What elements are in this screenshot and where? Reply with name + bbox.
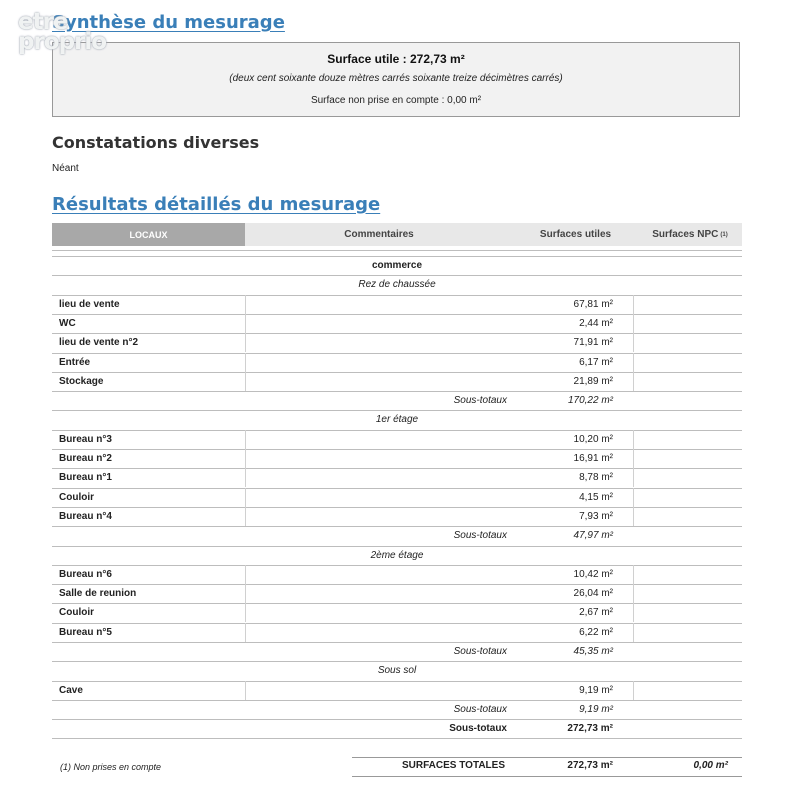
surface-utile-value: 8,78 m²: [579, 472, 613, 483]
column-separator: [245, 507, 246, 526]
column-separator: [245, 353, 246, 372]
table-row: [52, 468, 742, 487]
category-total-row: [52, 719, 742, 738]
table-row: [52, 623, 742, 642]
row-comment: Sous-totaux: [453, 646, 507, 657]
heading-constatations: Constatations diverses: [52, 133, 260, 152]
table-row: [52, 565, 742, 584]
surface-utile-value: 10,42 m²: [573, 569, 613, 580]
floor-header: Sous sol: [377, 665, 417, 676]
column-separator: [633, 295, 634, 314]
table-row: [52, 603, 742, 622]
room-name: Couloir: [59, 607, 94, 618]
room-name: Salle de reunion: [59, 588, 137, 599]
column-separator: [245, 372, 246, 391]
surface-utile-value: 71,91 m²: [573, 337, 613, 348]
room-name: Bureau n°4: [59, 511, 112, 522]
column-separator: [633, 353, 634, 372]
room-name: Entrée: [59, 357, 91, 368]
table-row: [52, 681, 742, 700]
subtotal-row: [52, 391, 742, 410]
room-name: Cave: [59, 685, 83, 696]
room-name: Bureau n°6: [59, 569, 112, 580]
subtotal-row: [52, 700, 742, 719]
column-separator: [633, 603, 634, 622]
column-separator: [633, 449, 634, 468]
column-separator: [245, 333, 246, 352]
table-row: [52, 430, 742, 449]
surface-utile-value: 2,44 m²: [579, 318, 613, 329]
room-name: Bureau n°1: [59, 472, 112, 483]
category-commerce: commerce: [371, 260, 423, 271]
surface-utile-value: 10,20 m²: [573, 434, 613, 445]
watermark-line-2: proprio: [18, 29, 107, 55]
constatations-text: Néant: [52, 163, 79, 174]
column-header-locaux: [52, 223, 245, 246]
surface-utile-value: 170,22 m²: [567, 395, 613, 406]
column-separator: [245, 603, 246, 622]
column-header-surfaces-npc-label: Surfaces NPC: [652, 229, 719, 240]
column-separator: [633, 488, 634, 507]
room-name: Bureau n°5: [59, 627, 112, 638]
watermark-line-1: etre: [18, 9, 68, 35]
surface-utile-value: 6,22 m²: [579, 627, 613, 638]
column-header-surfaces-utiles-label: Surfaces utiles: [539, 229, 612, 240]
row-comment: Sous-totaux: [453, 530, 507, 541]
table-row: [52, 353, 742, 372]
subtotal-row: [52, 526, 742, 545]
table-row: [52, 449, 742, 468]
surface-utile-value: 67,81 m²: [573, 299, 613, 310]
surface-utile-value: 7,93 m²: [579, 511, 613, 522]
table-row: [52, 507, 742, 526]
column-separator: [633, 468, 634, 487]
room-name: WC: [59, 318, 76, 329]
column-separator: [633, 584, 634, 603]
surface-utile-value: 2,67 m²: [579, 607, 613, 618]
table-row: [52, 372, 742, 391]
row-comment: Sous-totaux: [453, 395, 507, 406]
heading-resultats: Résultats détaillés du mesurage: [52, 194, 381, 215]
room-name: Couloir: [59, 492, 94, 503]
column-header-commentaires-label: Commentaires: [344, 229, 414, 240]
column-separator: [633, 507, 634, 526]
table-row: [52, 295, 742, 314]
column-separator: [245, 488, 246, 507]
column-separator: [245, 295, 246, 314]
grand-total-bottom-rule: [352, 776, 742, 777]
column-header-surfaces-npc: [638, 223, 742, 246]
column-separator: [245, 468, 246, 487]
room-name: lieu de vente: [59, 299, 120, 310]
npc-footnote-marker: (1): [720, 231, 728, 238]
column-separator: [245, 430, 246, 449]
surface-utile-text: Surface utile : 272,73 m²: [327, 52, 465, 66]
grand-total-top-rule: [352, 757, 742, 758]
column-separator: [633, 681, 634, 700]
grand-total-npc: 0,00 m²: [693, 760, 728, 771]
surface-non-prise-text: Surface non prise en compte : 0,00 m²: [310, 95, 482, 106]
footnote: (1) Non prises en compte: [60, 762, 162, 772]
surface-utile-value: 16,91 m²: [573, 453, 613, 464]
column-separator: [245, 565, 246, 584]
room-name: lieu de vente n°2: [59, 337, 139, 348]
room-name: Bureau n°3: [59, 434, 112, 445]
surface-utile-value: 45,35 m²: [573, 646, 613, 657]
room-name: Bureau n°2: [59, 453, 112, 464]
surface-utile-value: 9,19 m²: [579, 704, 613, 715]
column-separator: [245, 449, 246, 468]
column-separator: [245, 681, 246, 700]
column-separator: [633, 314, 634, 333]
room-name: Stockage: [59, 376, 104, 387]
column-separator: [633, 372, 634, 391]
surface-utile-value: 272,73 m²: [567, 723, 613, 734]
surface-utile-value: 21,89 m²: [573, 376, 613, 387]
subtotal-row: [52, 642, 742, 661]
surface-utile-value: 6,17 m²: [579, 357, 613, 368]
table-rule: [52, 250, 742, 251]
row-comment: Sous-totaux: [449, 723, 507, 734]
surface-utile-value: 9,19 m²: [579, 685, 613, 696]
floor-header: 2ème étage: [370, 550, 424, 561]
grand-total-row: [52, 757, 742, 777]
surface-in-words: (deux cent soixante douze mètres carrés soixante treize décimètres carrés): [229, 73, 563, 84]
surface-utile-value: 4,15 m²: [579, 492, 613, 503]
column-separator: [245, 314, 246, 333]
column-separator: [633, 430, 634, 449]
grand-total-label: SURFACES TOTALES: [402, 760, 505, 771]
table-header: [52, 223, 742, 246]
column-header-commentaires: [245, 223, 513, 246]
floor-header: Rez de chaussée: [358, 279, 436, 290]
watermark-logo: [18, 9, 107, 55]
column-header-locaux-label: LOCAUX: [129, 229, 168, 240]
table-row: [52, 488, 742, 507]
row-comment: Sous-totaux: [453, 704, 507, 715]
column-separator: [633, 565, 634, 584]
summary-box: [52, 42, 740, 117]
column-separator: [245, 584, 246, 603]
table-row: [52, 333, 742, 352]
table-rule: [52, 738, 742, 739]
table-row: [52, 584, 742, 603]
column-separator: [245, 623, 246, 642]
heading-synthese: Synthèse du mesurage: [52, 12, 285, 33]
column-header-surfaces-utiles: [513, 223, 638, 246]
column-separator: [633, 333, 634, 352]
floor-header: 1er étage: [375, 414, 419, 425]
surface-utile-value: 47,97 m²: [573, 530, 613, 541]
table-row: [52, 314, 742, 333]
grand-total-utile: 272,73 m²: [567, 760, 613, 771]
surface-utile-value: 26,04 m²: [573, 588, 613, 599]
column-separator: [633, 623, 634, 642]
